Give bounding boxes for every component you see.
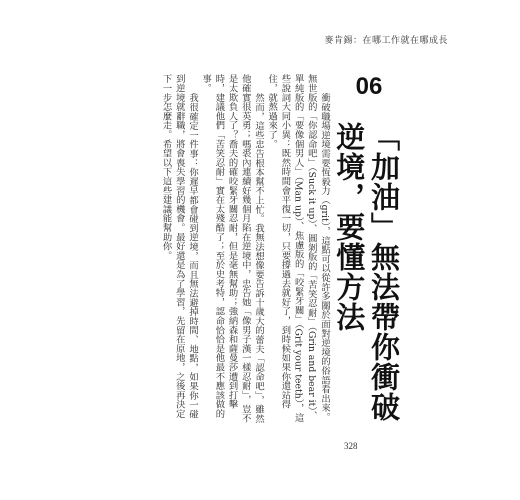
chapter-number: 06 — [355, 73, 383, 100]
body-text — [143, 74, 331, 426]
paragraph: 然而，這些忠告根本幫不上忙。我無法想像要告訴十歲大的蕾夫「認命吧」，雖然他確實很英勇；嗎裘內連續好幾個月陷在逆境中，忠告她「像男子漢一樣忍耐」，豈不是太欺負人了？喬夫的確咬緊牙關忍耐，但是毫無幫助；強納森和薩曼莎遭到打擊時，建議他們「苦笑忍耐」實在太殘酷了；至於史考特，認命恰恰是他最不應該做的事。 — [200, 74, 264, 423]
chapter-title: 「加油」無法帶你衝破逆境，要懂方法 — [332, 122, 401, 422]
paragraph: 衝破職場逆境需要恆毅力（grit），這點可以從許多關於面對逆境的俗語看出來。無世版的「你認命吧」（Suck it up）、圓剝版的「苦笑忍耐」（Grin and bear it）、單純版的「要像個男人」（Man up）、焦慮版的「咬緊牙關」（Grit your teeth），這些說詞大同小異：既然時間會平復一切，只要撐過去就好了，到時候如果你還站得住，就熬過來了。 — [266, 74, 330, 422]
paragraph: 我很確定一件事：你遲早都會碰到逆境，而且無法避掉時間、地點，如果你一碰到逆境就辭職，將會喪失學習的機會。最好還是為了學習，先留在原地，之後再決定下一步怎麼走。希望以下這些建議能幫助你。 — [160, 74, 198, 419]
running-head: 麥肯錫：在哪工作就在哪成長 — [324, 36, 448, 46]
page-number: 328 — [344, 441, 358, 451]
